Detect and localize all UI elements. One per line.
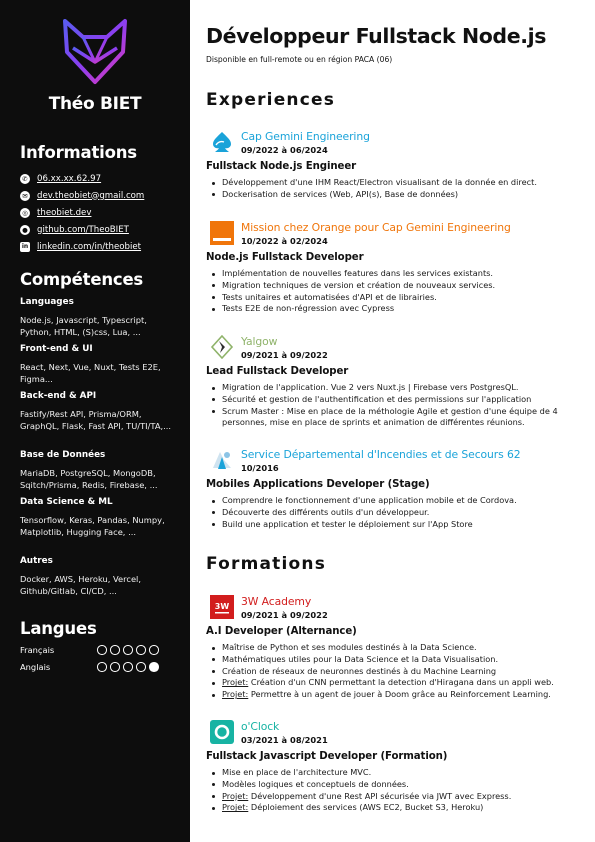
bullet-item [206, 666, 586, 678]
bullet-item: Implémentation de nouvelles features dans les services existants. [206, 268, 586, 280]
skill-category [20, 497, 180, 538]
organization-name: 3W Academy [241, 595, 312, 608]
3w-academy-logo-icon [210, 595, 234, 619]
bullet-item [206, 791, 586, 803]
skill-category-value: Fastify/Rest API, Prisma/ORM, GraphQL, Flask, Fast API, TU/TI/TA,... [20, 409, 172, 431]
organization-name: Mission chez Orange pour Cap Gemini Engineering [241, 221, 511, 234]
entry-dates: 09/2021 à 09/2022 [241, 610, 328, 620]
bullet-item: Sécurité et gestion de l'authentification et des permissions sur l'application [206, 394, 586, 406]
bullet-item: Migration de l'application. Vue 2 vers Nuxt.js | Firebase vers PostgresQL. [206, 382, 586, 394]
language-row [20, 644, 170, 656]
entry-role: Lead Fullstack Developer [206, 366, 349, 377]
language-name: Français [20, 645, 55, 655]
entry-bullets [206, 177, 586, 201]
formations-heading: Formations [206, 554, 327, 574]
project-tag: Projet: [222, 677, 249, 688]
bullet-text: Création d'un CNN permettant la detection d'Hiragana dans un appli web. [248, 677, 554, 688]
project-tag: Projet: [222, 689, 249, 700]
entry-dates: 10/2022 à 02/2024 [241, 236, 328, 246]
main-content [206, 0, 586, 842]
skill-category [20, 344, 180, 385]
skill-category-name: Languages [20, 297, 74, 307]
skill-category-value: Tensorflow, Keras, Pandas, Numpy, Matplotlib, Hugging Face, ... [20, 515, 165, 537]
bullet-text: Déploiement des services (AWS EC2, Bucket S3, Heroku) [248, 802, 484, 813]
entry-bullets [206, 382, 586, 429]
contact-phone[interactable] [20, 170, 185, 187]
organization-name: Service Départemental d'Incendies et de Secours 62 [241, 448, 521, 461]
github-icon: ● [20, 225, 30, 235]
bullet-item [206, 654, 586, 666]
level-dot [136, 662, 146, 672]
entry-bullets [206, 495, 586, 530]
bullet-text: Mise en place de l'architecture MVC. [222, 767, 372, 777]
bullet-item: Découverte des différents outils d'un développeur. [206, 507, 586, 519]
bullet-item [206, 802, 586, 814]
linkedin-icon: in [21, 242, 29, 250]
level-dot [136, 645, 146, 655]
bullet-item [206, 779, 586, 791]
svg-text:3W: 3W [214, 602, 230, 611]
skill-category-name: Front-end & UI [20, 344, 93, 354]
entry-header [206, 448, 586, 478]
contact-text[interactable]: github.com/TheoBIET [37, 224, 129, 235]
bullet-text: Création de réseaux de neuronnes destinés à du Machine Learning [222, 665, 497, 676]
bullet-item [206, 677, 586, 689]
bullet-item: Tests E2E de non-régression avec Cypress [206, 303, 586, 315]
level-dot [149, 645, 159, 655]
entry-role: Mobiles Applications Developer (Stage) [206, 479, 430, 490]
phone-icon: ✆ [20, 174, 30, 184]
oclock-logo-icon [210, 720, 234, 744]
bullet-text: Développement d'une Rest API sécurisée via JWT avec Express. [248, 790, 512, 801]
page-title: Développeur Fullstack Node.js [206, 24, 547, 48]
contact-list [20, 170, 185, 255]
entry-role: Fullstack Node.js Engineer [206, 161, 357, 172]
contact-website[interactable] [20, 204, 185, 221]
bullet-item: Migration techniques de version et création de nouveaux services. [206, 280, 586, 292]
entry-header [206, 595, 586, 625]
orange-logo-icon [210, 221, 234, 245]
bullet-item: Développement d'une IHM React/Electron visualisant de la donnée en direct. [206, 177, 586, 189]
organization-name: Cap Gemini Engineering [241, 130, 370, 143]
contact-github[interactable] [20, 221, 185, 238]
entry-header [206, 221, 586, 251]
experiences-heading: Experiences [206, 90, 336, 110]
entry-bullets [206, 268, 586, 315]
skill-category-value: React, Next, Vue, Nuxt, Tests E2E, Figma... [20, 362, 161, 384]
experience-entry [206, 448, 586, 530]
level-dot [97, 645, 107, 655]
bullet-item [206, 689, 586, 701]
entry-header [206, 720, 586, 750]
bullet-item: Comprendre le fonctionnement d'une application mobile et de Cordova. [206, 495, 586, 507]
language-level-dots [97, 662, 159, 672]
entry-bullets [206, 642, 586, 701]
yalgow-logo-icon [210, 335, 234, 359]
experience-entry [206, 221, 586, 315]
entry-role: Fullstack Javascript Developer (Formation) [206, 751, 448, 762]
level-dot [110, 645, 120, 655]
entry-header [206, 130, 586, 160]
contact-text[interactable]: linkedin.com/in/theobiet [37, 241, 142, 252]
level-dot [110, 662, 120, 672]
skill-category [20, 556, 180, 597]
skill-category [20, 450, 180, 491]
project-tag: Projet: [222, 790, 249, 801]
competences-heading: Compétences [20, 270, 144, 289]
contact-text[interactable]: 06.xx.xx.62.97 [37, 173, 102, 184]
skill-category-name: Data Science & ML [20, 497, 113, 507]
bullet-text: Mathématiques utiles pour la Data Science et la Data Visualisation. [222, 653, 499, 664]
bullet-text: Maîtrise de Python et ses modules destinés à la Data Science. [222, 642, 477, 652]
contact-text[interactable]: dev.theobiet@gmail.com [37, 190, 145, 201]
bullet-item: Build une application et tester le déploiement sur l'App Store [206, 519, 586, 531]
entry-dates: 03/2021 à 08/2021 [241, 735, 328, 745]
contact-email[interactable] [20, 187, 185, 204]
level-dot [123, 645, 133, 655]
formation-entry [206, 595, 586, 701]
sidebar [0, 0, 190, 842]
skill-category-value: Node.js, Javascript, Typescript, Python, HTML, (S)css, Lua, ... [20, 315, 147, 337]
fox-logo-icon [61, 18, 129, 86]
langues-heading: Langues [20, 619, 97, 638]
bullet-text: Modèles logiques et conceptuels de données. [222, 778, 409, 789]
language-name: Anglais [20, 662, 51, 672]
language-row [20, 661, 170, 673]
experience-entry [206, 130, 586, 201]
entry-role: A.I Developer (Alternance) [206, 626, 357, 637]
entry-role: Node.js Fullstack Developer [206, 252, 364, 263]
skill-category-name: Base de Données [20, 450, 106, 460]
skill-category-name: Autres [20, 556, 53, 566]
candidate-name: Théo BIET [48, 94, 142, 114]
entry-dates: 09/2022 à 06/2024 [241, 145, 328, 155]
formation-entry [206, 720, 586, 814]
entry-header [206, 335, 586, 365]
skill-category-value: MariaDB, PostgreSQL, MongoDB, Sqitch/Prisma, Redis, Firebase, ... [20, 468, 158, 490]
bullet-item: Tests unitaires et automatisées d'API et de librairies. [206, 292, 586, 304]
skill-category-name: Back-end & API [20, 391, 97, 401]
organization-name: Yalgow [241, 335, 278, 348]
entry-dates: 09/2021 à 09/2022 [241, 350, 328, 360]
sdis-logo-icon [210, 448, 234, 472]
experience-entry [206, 335, 586, 429]
capgemini-spade-icon [210, 130, 234, 154]
level-dot [123, 662, 133, 672]
skill-category [20, 297, 180, 338]
skill-category-value: Docker, AWS, Heroku, Vercel, Github/Gitlab, CI/CD, ... [20, 574, 141, 596]
bullet-item: Scrum Master : Mise en place de la méthologie Agile et gestion d'une équipe de 4 personnes, mise en place de sprints et animation de différentes réunions. [206, 406, 586, 430]
project-tag: Projet: [222, 802, 249, 813]
organization-name: o'Clock [241, 720, 280, 733]
skill-category [20, 391, 180, 432]
entry-bullets [206, 767, 586, 814]
bullet-item [206, 642, 586, 654]
contact-text[interactable]: theobiet.dev [37, 207, 92, 218]
contact-linkedin[interactable] [20, 238, 185, 255]
level-dot [149, 662, 159, 672]
page-subtitle: Disponible en full-remote ou en région PACA (06) [206, 55, 393, 64]
bullet-item: Dockerisation de services (Web, API(s), Base de données) [206, 189, 586, 201]
globe-icon: ◎ [20, 208, 30, 218]
level-dot [97, 662, 107, 672]
language-level-dots [97, 645, 159, 655]
bullet-item [206, 767, 586, 779]
mail-icon: ✉ [20, 191, 30, 201]
bullet-text: Permettre à un agent de jouer à Doom grâce au Reinforcement Learning. [248, 689, 551, 700]
entry-dates: 10/2016 [241, 463, 279, 473]
informations-heading: Informations [20, 143, 137, 162]
